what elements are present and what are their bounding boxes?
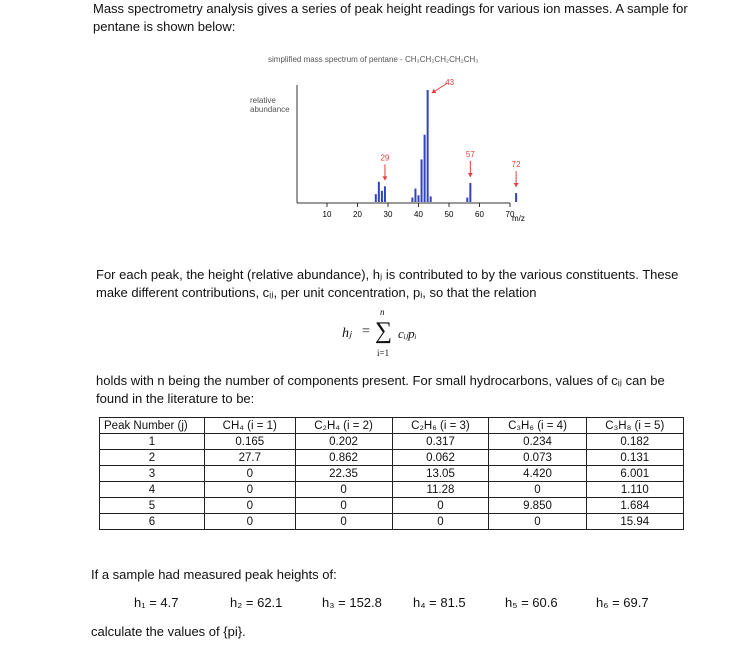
- annotations-group: [380, 78, 521, 187]
- spectrum-title: simplified mass spectrum of pentane - CH₃CH₂CH₂CH₂CH₃: [268, 55, 479, 64]
- intro-paragraph: [93, 0, 743, 36]
- coefficient-table: [99, 417, 684, 530]
- peak-height-5: h₅ = 60.6: [505, 595, 558, 610]
- table-cell: 0: [392, 498, 489, 514]
- peak-height-6: h₆ = 69.7: [596, 595, 649, 610]
- intro-line-1: Mass spectrometry analysis gives a series of peak height readings for various ion masses. A sample for: [93, 1, 688, 16]
- table-cell: 0: [205, 514, 296, 530]
- ylabel-line-1: relative: [250, 96, 276, 105]
- intro-line-2: pentane is shown below:: [93, 19, 236, 34]
- table-cell: 4.420: [489, 466, 586, 482]
- mass-spectrum-chart: [290, 75, 550, 235]
- table-cell: 4: [100, 482, 205, 498]
- formula-equals: =: [362, 324, 370, 339]
- tick-label-50: 50: [444, 210, 454, 219]
- para3-line-1: holds with n being the number of components present. For small hydrocarbons, values of cᵢⱼ can be: [96, 373, 665, 388]
- table-row: [100, 434, 684, 450]
- table-cell: 0.317: [392, 434, 489, 450]
- table-cell: 0: [205, 498, 296, 514]
- tick-label-10: 10: [322, 210, 332, 219]
- question-ask: calculate the values of {pi}.: [91, 624, 246, 639]
- tick-label-30: 30: [383, 210, 393, 219]
- table-header-row: [100, 418, 684, 434]
- table-cell: 0: [205, 482, 296, 498]
- peak-annotation-72: 72: [511, 160, 521, 170]
- tick-label-40: 40: [414, 210, 423, 219]
- peak-height-3: h₃ = 152.8: [322, 595, 382, 610]
- formula-lhs: hⱼ: [342, 326, 352, 341]
- table-cell: 0: [295, 482, 392, 498]
- ticks-group: [323, 203, 515, 219]
- header-c3h8: C₃H₈ (i = 5): [586, 418, 683, 434]
- table-row: [100, 514, 684, 530]
- peak-annotation-29: 29: [380, 153, 390, 163]
- table-cell: 5: [100, 498, 205, 514]
- table-cell: 0.165: [205, 434, 296, 450]
- peak-height-2: h₂ = 62.1: [230, 595, 283, 610]
- table-cell: 13.05: [392, 466, 489, 482]
- table-cell: 22.35: [295, 466, 392, 482]
- paragraph-3: [96, 372, 736, 408]
- peak-height-4: h₄ = 81.5: [413, 595, 466, 610]
- para3-line-2: found in the literature to be:: [96, 391, 255, 406]
- table-cell: 15.94: [586, 514, 683, 530]
- header-c2h4: C₂H₄ (i = 2): [295, 418, 392, 434]
- table-cell: 0: [489, 482, 586, 498]
- table-cell: 0.234: [489, 434, 586, 450]
- table-cell: 6.001: [586, 466, 683, 482]
- table-cell: 0.202: [295, 434, 392, 450]
- table-cell: 27.7: [205, 450, 296, 466]
- table-cell: 6: [100, 514, 205, 530]
- sum-lower-limit: i=1: [377, 348, 390, 358]
- table-cell: 0: [295, 498, 392, 514]
- sum-upper-limit: n: [380, 307, 385, 317]
- table-cell: 0.131: [586, 450, 683, 466]
- table-cell: 2: [100, 450, 205, 466]
- tick-label-70: 70: [505, 210, 515, 219]
- header-ch4: CH₄ (i = 1): [205, 418, 296, 434]
- table-cell: 0.862: [295, 450, 392, 466]
- annotation-arrowhead-72: [514, 183, 519, 187]
- table-cell: 0.062: [392, 450, 489, 466]
- annotation-arrowhead-57: [468, 173, 473, 177]
- header-peak-number: Peak Number (j): [100, 418, 205, 434]
- table-row: [100, 450, 684, 466]
- table-cell: 0.073: [489, 450, 586, 466]
- para2-line-2: make different contributions, cᵢⱼ, per unit concentration, pᵢ, so that the relation: [96, 285, 537, 300]
- header-c3h6: C₃H₆ (i = 4): [489, 418, 586, 434]
- table-cell: 0.182: [586, 434, 683, 450]
- summation-formula: [340, 308, 470, 360]
- peak-annotation-43: 43: [445, 78, 455, 87]
- para2-line-1: For each peak, the height (relative abundance), hⱼ is contributed to by the various constituents. These: [96, 267, 679, 282]
- table-cell: 0: [205, 466, 296, 482]
- table-cell: 0: [489, 514, 586, 530]
- table-cell: 0: [392, 514, 489, 530]
- header-c2h6: C₂H₆ (i = 3): [392, 418, 489, 434]
- table-cell: 1.684: [586, 498, 683, 514]
- table-row: [100, 466, 684, 482]
- question-lead: If a sample had measured peak heights of:: [91, 567, 337, 582]
- peak-annotation-57: 57: [465, 149, 475, 159]
- formula-term: cᵢⱼpᵢ: [398, 326, 417, 341]
- x-axis-label: m/z: [512, 214, 525, 223]
- tick-label-60: 60: [475, 210, 484, 219]
- spectrum-ylabel: [250, 96, 290, 114]
- table-cell: 3: [100, 466, 205, 482]
- sigma-symbol: ∑: [375, 318, 393, 344]
- ylabel-line-2: abundance: [250, 105, 290, 114]
- table-cell: 11.28: [392, 482, 489, 498]
- table-cell: 1: [100, 434, 205, 450]
- annotation-arrowhead-29: [382, 176, 387, 180]
- paragraph-2: [96, 266, 736, 302]
- table-row: [100, 482, 684, 498]
- table-cell: 9.850: [489, 498, 586, 514]
- table-cell: 1.110: [586, 482, 683, 498]
- table-cell: 0: [295, 514, 392, 530]
- table-row: [100, 498, 684, 514]
- tick-label-20: 20: [353, 210, 362, 219]
- peak-height-1: h₁ = 4.7: [134, 595, 179, 610]
- peaks-group: [376, 90, 516, 202]
